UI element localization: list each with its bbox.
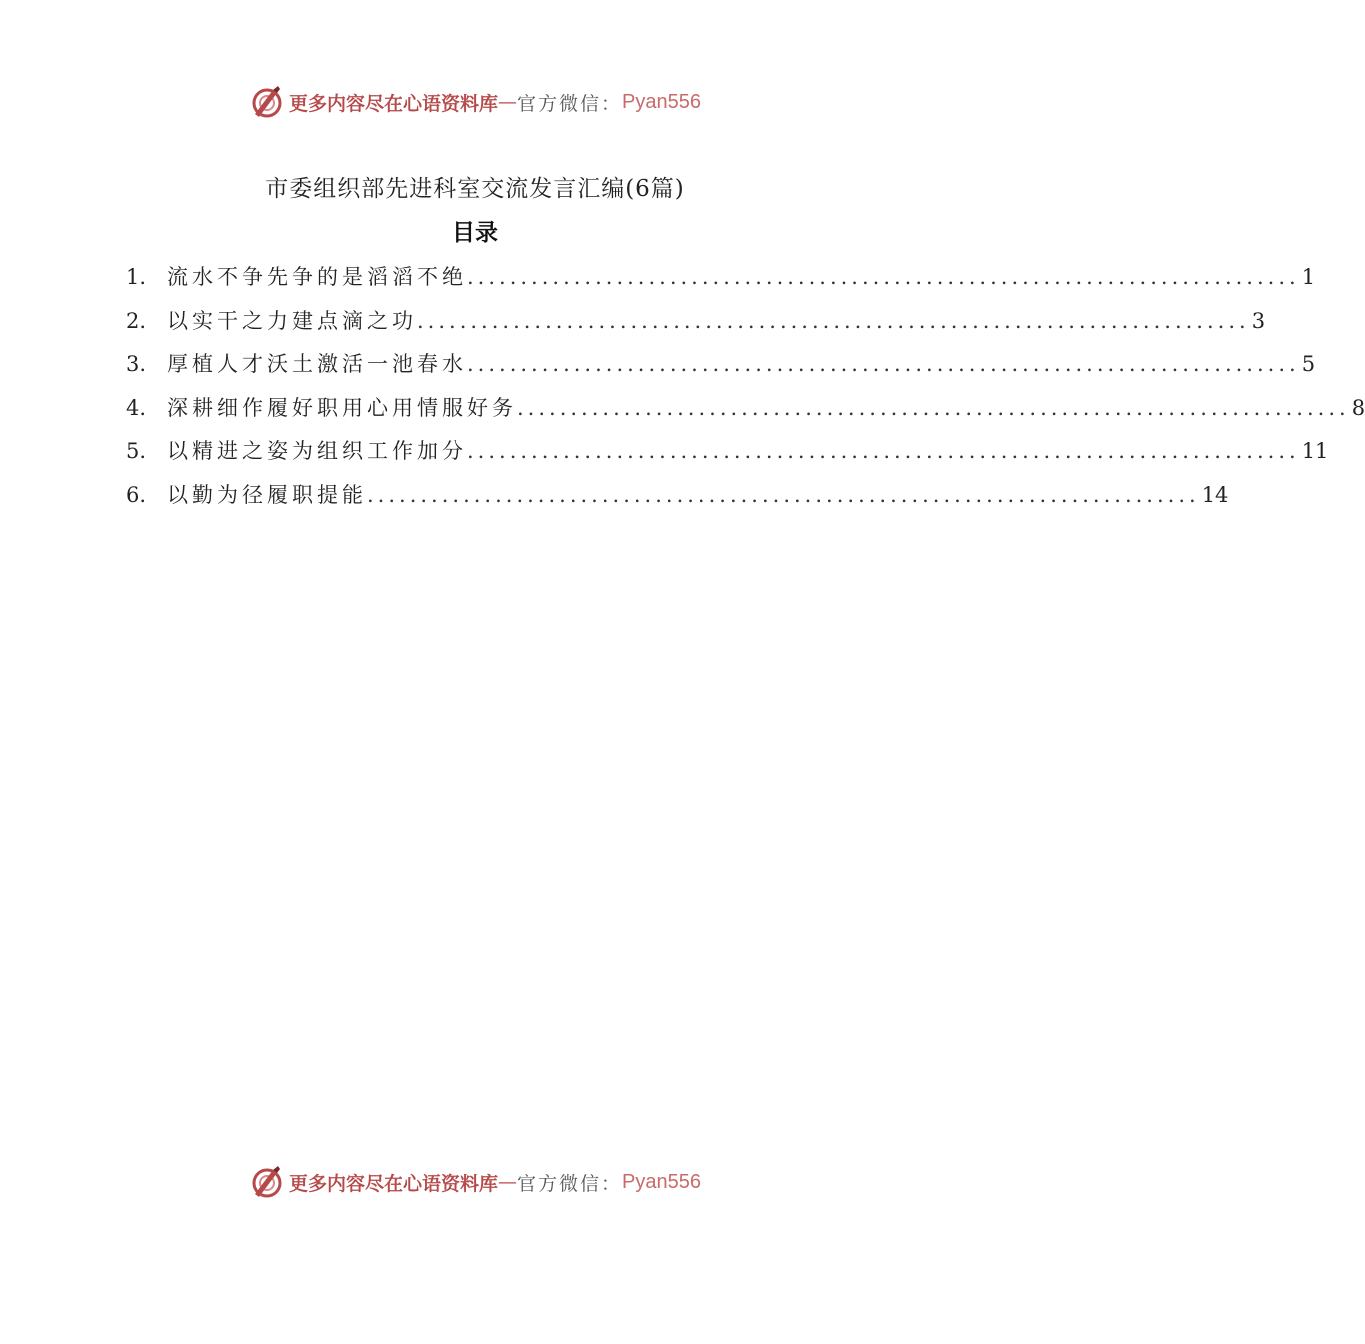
toc-list (126, 256, 1365, 518)
banner-content (249, 1164, 701, 1200)
toc-item-number: 1. (126, 265, 147, 289)
toc-item-number: 3. (126, 352, 147, 377)
document-title: 市委组织部先进科室交流发言汇编(6篇) (265, 176, 685, 202)
toc-item-number: 2. (126, 308, 147, 333)
toc-item-page: 3 (1251, 308, 1266, 333)
toc-item-title[interactable]: 流水不争先争的是滔滔不绝 (167, 265, 467, 289)
toc-item[interactable] (126, 256, 1316, 300)
toc-item-title[interactable]: 厚植人才沃土激活一池春水 (167, 352, 467, 377)
toc-item[interactable] (126, 430, 1329, 474)
toc-leader-dots: .............................................................................. (517, 395, 1350, 420)
footer-banner (0, 1162, 950, 1202)
pen-logo-icon (249, 1164, 285, 1200)
banner-wechat-label: 官方微信： (517, 1172, 623, 1195)
toc-leader-dots: .............................................................................. (467, 439, 1300, 464)
banner-wechat-account: Pyan556 (622, 1170, 701, 1193)
toc-item-title[interactable]: 以实干之力建点滴之功 (167, 308, 417, 333)
toc-item[interactable] (126, 300, 1266, 344)
toc-item-page: 1 (1301, 265, 1316, 289)
toc-item-number: 6. (126, 482, 147, 507)
header-banner (0, 82, 950, 122)
toc-item[interactable] (126, 343, 1316, 387)
toc-item-title[interactable]: 以勤为径履职提能 (167, 482, 367, 507)
toc-item-page: 8 (1351, 395, 1365, 420)
banner-wechat-account: Pyan556 (622, 90, 701, 113)
banner-main-text: 更多内容尽在心语资料库 (289, 92, 499, 115)
banner-main-text: 更多内容尽在心语资料库 (289, 1172, 499, 1195)
banner-wechat-label: 官方微信： (517, 92, 623, 115)
banner-content (249, 84, 701, 120)
toc-item-page: 11 (1301, 439, 1329, 464)
toc-item-title[interactable]: 深耕细作履好职用心用情服好务 (167, 395, 517, 420)
toc-leader-dots: .............................................................................. (367, 482, 1200, 507)
banner-dash: — (498, 91, 518, 113)
toc-item[interactable] (126, 387, 1365, 431)
toc-item-title[interactable]: 以精进之姿为组织工作加分 (167, 439, 467, 464)
toc-item-page: 5 (1301, 352, 1316, 377)
toc-leader-dots: .............................................................................. (467, 265, 1300, 289)
toc-item-number: 4. (126, 395, 147, 420)
toc-item-number: 5. (126, 439, 147, 464)
toc-item[interactable] (126, 474, 1229, 518)
toc-leader-dots: .............................................................................. (467, 352, 1300, 377)
toc-leader-dots: .............................................................................. (417, 308, 1250, 333)
banner-dash: — (498, 1171, 518, 1193)
pen-logo-icon (249, 84, 285, 120)
toc-item-page: 14 (1201, 482, 1229, 507)
toc-heading: 目录 (452, 219, 498, 246)
